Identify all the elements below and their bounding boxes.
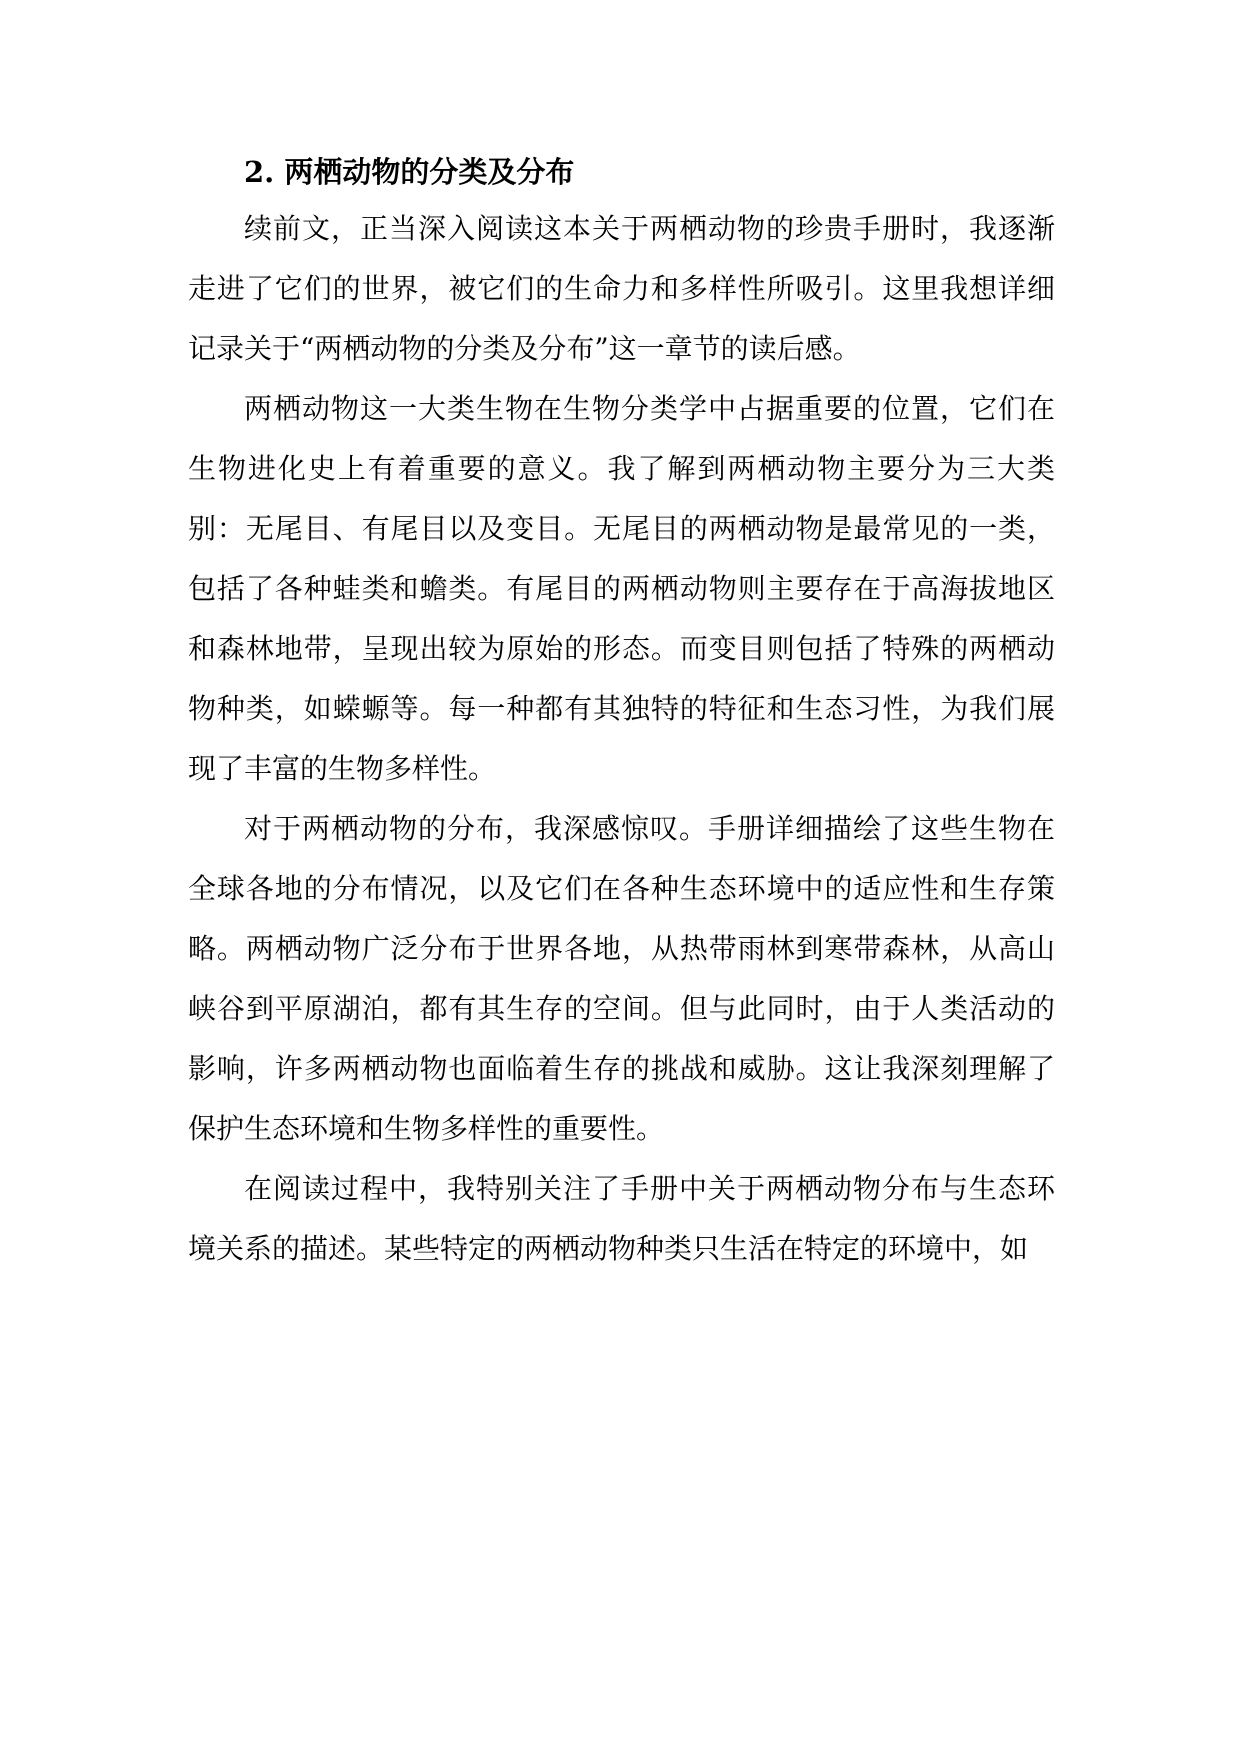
paragraph-2: 两栖动物这一大类生物在生物分类学中占据重要的位置，它们在生物进化史上有着重要的意义。我了解到两栖动物主要分为三大类别：无尾目、有尾目以及变目。无尾目的两栖动物是最常见的一类，包括了各种蛙类和蟾类。有尾目的两栖动物则主要存在于高海拔地区和森林地带，呈现出较为原始的形态。而变目则包括了特殊的两栖动物种类，如蝾螈等。每一种都有其独特的特征和生态习性，为我们展现了丰富的生物多样性。	[188, 392, 1055, 785]
paragraph-1: 续前文，正当深入阅读这本关于两栖动物的珍贵手册时，我逐渐走进了它们的世界，被它们的生命力和多样性所吸引。这里我想详细记录关于“两栖动物的分类及分布”这一章节的读后感。	[188, 212, 1055, 365]
section-heading: 2. 两栖动物的分类及分布	[244, 155, 575, 189]
paragraph-4: 在阅读过程中，我特别关注了手册中关于两栖动物分布与生态环境关系的描述。某些特定的两栖动物种类只生活在特定的环境中，如	[188, 1172, 1055, 1265]
body-text	[188, 199, 1055, 1279]
paragraph-3: 对于两栖动物的分布，我深感惊叹。手册详细描绘了这些生物在全球各地的分布情况，以及它们在各种生态环境中的适应性和生存策略。两栖动物广泛分布于世界各地，从热带雨林到寒带森林，从高山峡谷到平原湖泊，都有其生存的空间。但与此同时，由于人类活动的影响，许多两栖动物也面临着生存的挑战和威胁。这让我深刻理解了保护生态环境和生物多样性的重要性。	[188, 812, 1055, 1145]
